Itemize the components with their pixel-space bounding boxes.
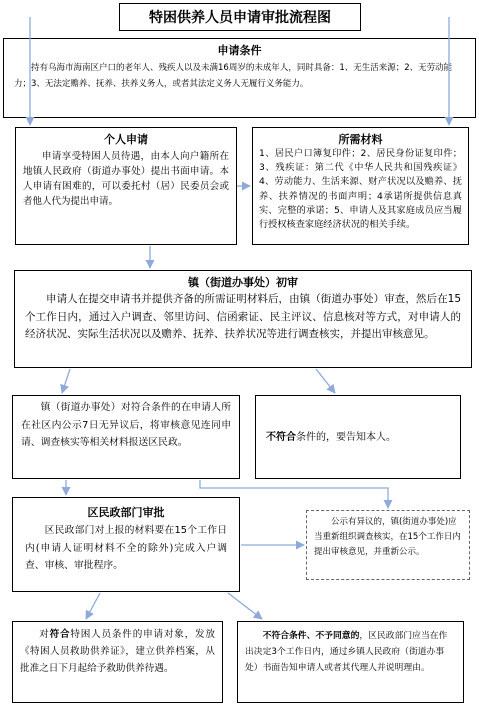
- arrow-district-to-final-reject: [228, 593, 262, 619]
- arrow-town-to-publicity: [62, 369, 70, 393]
- required-materials-box: [252, 127, 469, 245]
- approve-emphasis: 符合: [49, 629, 71, 640]
- town-review-heading: 镇（街道办事处）初审: [188, 276, 298, 289]
- town-reject-rest: 条件的，要告知本人。: [296, 431, 396, 443]
- approve-box: [12, 621, 223, 703]
- final-reject-rest: ，区民政部门应当在作出决定3个工作日内，通过乡镇人民政府（街道办事处）书面告知申请人或者其代理人并说明理由。: [245, 631, 448, 673]
- district-approval-body: 区民政部门对上报的材料要在15个工作日内(申请人证明材料不全的除外)完成入户调查、审核、审批程序。: [25, 525, 227, 571]
- publicity-box: [12, 395, 240, 479]
- town-reject-emphasis: 不符合: [266, 431, 296, 443]
- publicity-body: 镇（街道办事处）对符合条件的在申请人所在社区内公示7日无异议后，将审核意见连同申请、调查核实等相关材料报送区民政。: [21, 402, 231, 448]
- final-reject-box: [237, 621, 464, 703]
- conditions-heading: 申请条件: [217, 44, 262, 57]
- arrow-district-to-approve: [86, 593, 100, 619]
- objection-box: [306, 510, 470, 580]
- final-reject-emphasis: 不符合条件、不予同意的: [262, 631, 360, 641]
- required-materials-body: 1、居民户口簿复印件；2、居民身份证复印件；3、残疾证：第二代《中华人民共和国残疾证》4、劳动能力、生活来源、财产状况以及赡养、抚养、扶养情况的书面声明；4承诺所提供信息真实、完整的承诺；5、申请人及其家庭成员应当履行授权核查家庭经济状况的相关手续。: [259, 148, 462, 231]
- district-approval-box: [12, 497, 240, 592]
- personal-application-box: [15, 127, 237, 245]
- arrow-town-to-reject: [316, 369, 335, 393]
- approve-prefix: 对: [39, 629, 50, 640]
- town-review-body: 申请人在提交申请书并提供齐备的所需证明材料后，由镇（街道办事处）审查，然后在15个工作日内，通过入户调查、邻里访问、信函索证、民主评议、信息核对等方式，对申请人的经济状况、实际生活状况以及赡养、抚养、扶养状况等进行调查核实，并提出审核意见。: [25, 293, 461, 340]
- conditions-box: [3, 38, 476, 118]
- town-review-box: [14, 270, 472, 368]
- town-reject-box: [255, 395, 461, 479]
- required-materials-heading: 所需材料: [338, 133, 383, 146]
- conditions-body: 持有乌海市海南区户口的老年人、残疾人以及未满16周岁的未成年人，同时具备：1、无生活来源；2、无劳动能力；3、无法定赡养、抚养、扶养义务人，或者其法定义务人无履行义务能力。: [14, 63, 453, 89]
- objection-body: 公示有异议的，镇(街道办事处)应当重新组织调查核实，在15个工作日内提出审核意见，并重新公示。: [314, 517, 461, 557]
- personal-application-body: 申请享受特困人员待遇，由本人向户籍所在地镇人民政府（街道办事处）提出书面申请。本人申请有困难的，可以委托村（居）民委员会或者他人代为提出申请。: [23, 151, 229, 207]
- page-title: 特困供养人员申请审批流程图: [119, 3, 361, 31]
- final-reject-text: [245, 628, 456, 676]
- approve-text: [20, 626, 215, 677]
- personal-application-heading: 个人申请: [104, 133, 148, 146]
- approve-rest: 特困人员条件的申请对象，发放《特困人员救助供养证》，建立供养档案，从批准之日下月起给予救助供养待遇。: [20, 629, 216, 674]
- district-approval-heading: 区民政部门审批: [87, 506, 165, 519]
- town-reject-text: [266, 430, 396, 445]
